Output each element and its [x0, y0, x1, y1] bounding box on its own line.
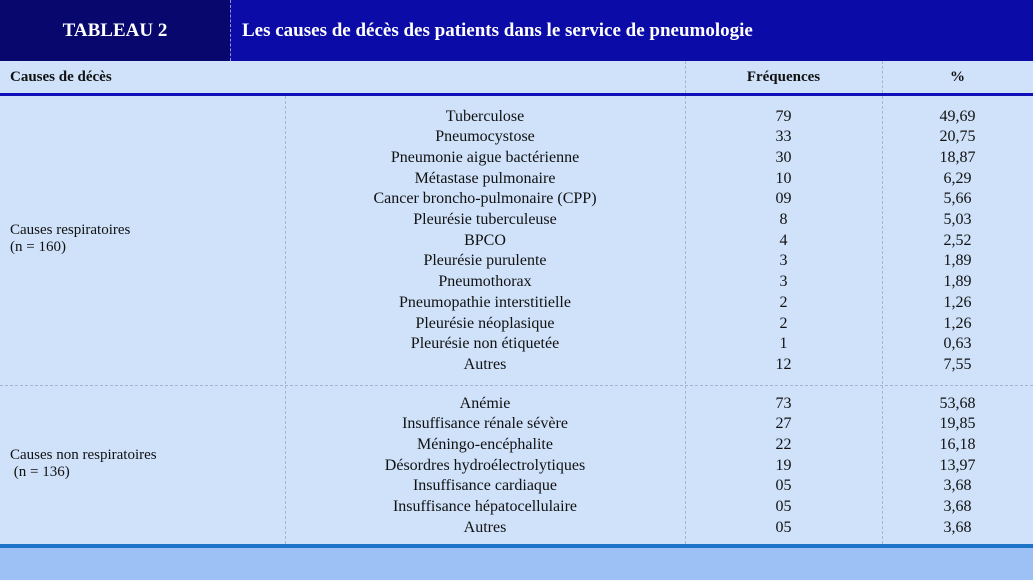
table-row	[0, 169, 1033, 190]
table-number: TABLEAU 2	[0, 0, 230, 61]
table-row	[0, 314, 1033, 335]
column-header-cause: Causes de décès	[10, 68, 112, 85]
frequency-cell: 22	[775, 435, 792, 453]
table-row	[0, 394, 1033, 415]
cause-cell: Tuberculose	[445, 107, 525, 125]
cause-cell: Pleurésie purulente	[423, 252, 547, 270]
cause-cell: Anémie	[459, 394, 511, 412]
table-title: Les causes de décès des patients dans le service de pneumologie	[242, 19, 753, 41]
percent-cell: 13,97	[939, 456, 976, 474]
frequency-cell: 2	[779, 314, 788, 332]
cause-cell: Métastase pulmonaire	[414, 169, 556, 187]
percent-cell: 16,18	[939, 435, 976, 453]
percent-cell: 3,68	[943, 498, 972, 515]
table-row	[0, 231, 1033, 252]
cause-cell: Pneumopathie interstitielle	[399, 293, 571, 311]
frequency-cell: 05	[775, 477, 792, 495]
frequency-cell: 27	[775, 415, 792, 433]
table-row	[0, 414, 1033, 435]
cause-cell: Insuffisance hépatocellulaire	[392, 498, 578, 515]
percent-cell: 49,69	[939, 107, 976, 125]
percent-cell: 19,85	[939, 415, 976, 433]
percent-cell: 0,63	[943, 335, 972, 353]
frequency-cell: 05	[775, 498, 792, 515]
frequency-cell: 05	[775, 518, 792, 536]
frequency-cell: 3	[779, 273, 788, 291]
cause-cell: Pneumothorax	[438, 273, 532, 291]
column-header-percent: %	[950, 68, 965, 85]
cause-cell: BPCO	[464, 231, 506, 249]
table-row	[0, 251, 1033, 272]
percent-cell: 1,26	[943, 293, 972, 311]
frequency-cell: 30	[775, 148, 792, 166]
header-divider	[230, 0, 231, 61]
table-row	[0, 272, 1033, 293]
cause-cell: Autres	[463, 518, 507, 536]
percent-cell: 18,87	[939, 148, 976, 166]
percent-cell: 53,68	[939, 394, 976, 412]
cause-cell: Insuffisance rénale sévère	[402, 415, 568, 433]
table-row	[0, 355, 1033, 376]
footer-band	[0, 548, 1033, 580]
table-row	[0, 107, 1033, 128]
cause-cell: Méningo-encéphalite	[417, 435, 553, 453]
header-rule	[0, 93, 1033, 96]
group-divider	[0, 385, 1033, 386]
column-header-frequency: Fréquences	[746, 68, 821, 85]
cause-cell: Désordres hydroélectrolytiques	[384, 456, 586, 474]
table-row	[0, 476, 1033, 497]
percent-cell: 5,66	[943, 190, 972, 208]
frequency-cell: 10	[775, 169, 792, 187]
column-header-row	[0, 61, 1033, 93]
table-row	[0, 189, 1033, 210]
table-row	[0, 435, 1033, 456]
cause-cell: Pleurésie néoplasique	[415, 314, 555, 332]
group-label-respiratory: Causes respiratoires (n = 160)	[10, 222, 131, 255]
cause-cell: Cancer broncho-pulmonaire (CPP)	[373, 190, 597, 208]
table-row	[0, 293, 1033, 314]
frequency-cell: 79	[775, 107, 792, 125]
percent-cell: 1,89	[943, 273, 972, 291]
frequency-cell: 33	[775, 128, 792, 146]
percent-cell: 5,03	[943, 211, 972, 228]
table-row	[0, 127, 1033, 148]
frequency-cell: 4	[779, 231, 788, 249]
frequency-cell: 8	[779, 211, 788, 228]
percent-cell: 7,55	[943, 355, 972, 373]
table-row	[0, 497, 1033, 518]
percent-cell: 3,68	[943, 477, 972, 495]
cause-cell: Insuffisance cardiaque	[412, 477, 558, 495]
frequency-cell: 3	[779, 252, 788, 270]
grid-line	[882, 61, 883, 93]
percent-cell: 20,75	[939, 128, 976, 146]
table-row	[0, 334, 1033, 355]
grid-line	[685, 61, 686, 93]
frequency-cell: 2	[779, 293, 788, 311]
cause-cell: Pneumocystose	[435, 128, 535, 146]
table-row	[0, 148, 1033, 169]
table-row	[0, 518, 1033, 539]
cause-cell: Pneumonie aigue bactérienne	[390, 148, 580, 166]
frequency-cell: 73	[775, 394, 792, 412]
group-label-non-respiratory: Causes non respiratoires (n = 136)	[10, 447, 157, 480]
table-row	[0, 456, 1033, 477]
frequency-cell: 09	[775, 190, 792, 208]
frequency-cell: 19	[775, 456, 792, 474]
cause-cell: Pleurésie tuberculeuse	[413, 211, 557, 228]
table-row	[0, 210, 1033, 231]
cause-cell: Pleurésie non étiquetée	[410, 335, 560, 353]
cause-cell: Autres	[463, 355, 507, 373]
percent-cell: 1,89	[943, 252, 972, 270]
percent-cell: 6,29	[943, 169, 972, 187]
percent-cell: 1,26	[943, 314, 972, 332]
percent-cell: 3,68	[943, 518, 972, 536]
percent-cell: 2,52	[943, 231, 972, 249]
frequency-cell: 12	[775, 355, 792, 373]
frequency-cell: 1	[779, 335, 788, 353]
table-header-bar	[0, 0, 1033, 61]
